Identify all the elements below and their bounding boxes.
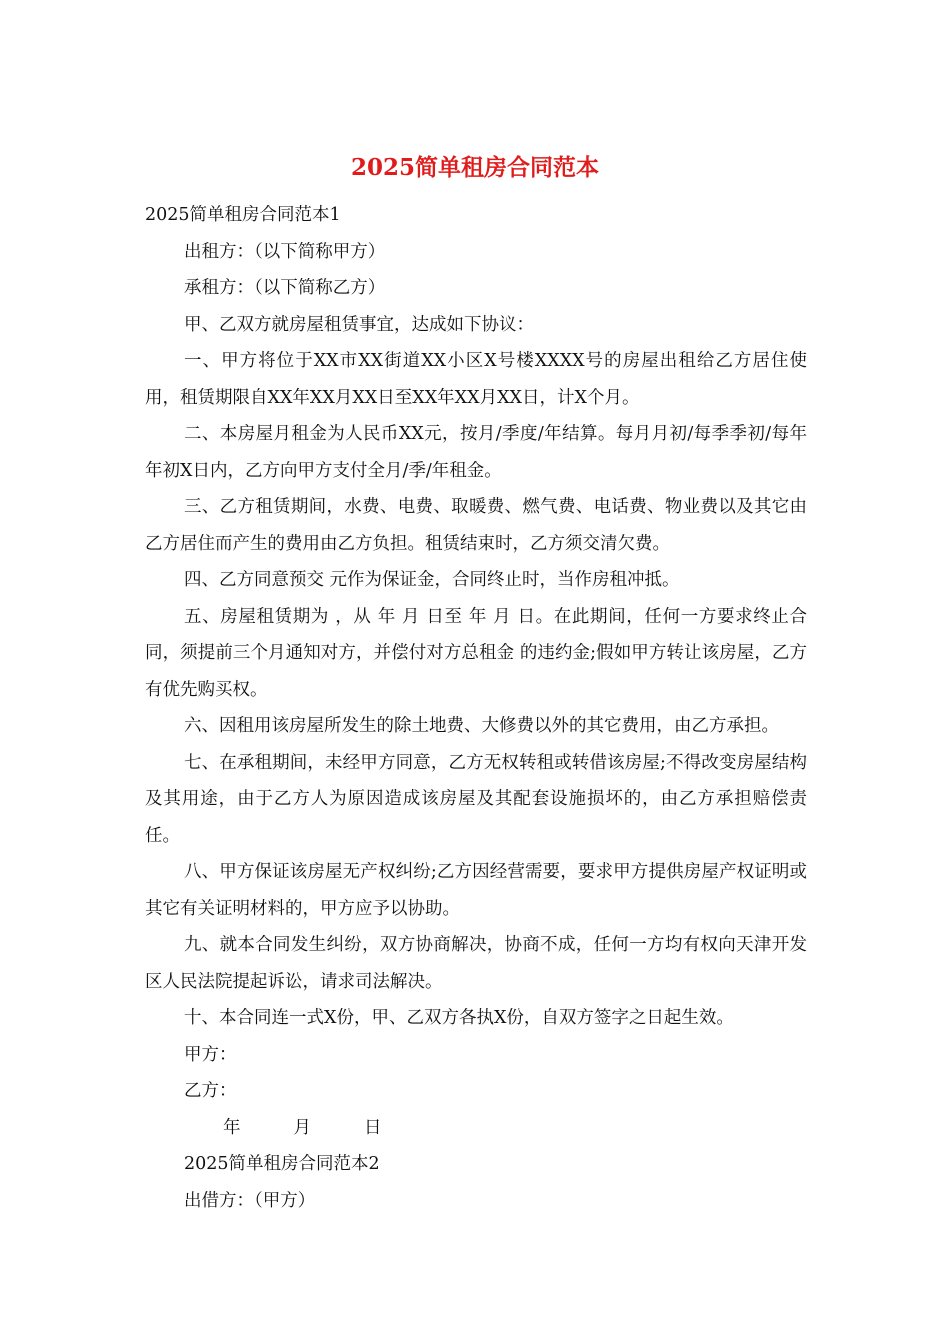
lender-line: 出借方：（甲方） — [184, 1190, 316, 1211]
clause-8: 八、甲方保证该房屋无产权纠纷;乙方因经营需要，要求甲方提供房屋产权证明或其它有关证明材料的，甲方应予以协助。 — [145, 862, 807, 919]
clause-2: 二、本房屋月租金为人民币XX元，按月/季度/年结算。每月月初/每季季初/每年年初X日内，乙方向甲方支付全月/季/年租金。 — [145, 424, 807, 481]
clause-7: 七、在承租期间，未经甲方同意，乙方无权转租或转借该房屋;不得改变房屋结构及其用途，由于乙方人为原因造成该房屋及其配套设施损坏的，由乙方承担赔偿责任。 — [145, 752, 807, 846]
clause-4: 四、乙方同意预交 元作为保证金，合同终止时，当作房租冲抵。 — [184, 570, 680, 590]
document-body — [145, 197, 807, 1219]
date-year-label: 年 — [223, 1117, 241, 1138]
lessor-line: 出租方：（以下简称甲方） — [184, 241, 386, 262]
date-month-label: 月 — [293, 1117, 311, 1138]
clause-1: 一、甲方将位于XX市XX街道XX小区X号楼XXXX号的房屋出租给乙方居住使用，租赁期限自XX年XX月XX日至XX年XX月XX日，计X个月。 — [145, 351, 807, 408]
contract-1-heading: 2025简单租房合同范本1 — [145, 205, 341, 225]
date-day-label: 日 — [364, 1117, 382, 1138]
signature-party-b: 乙方： — [184, 1081, 237, 1101]
clause-9: 九、就本合同发生纠纷，双方协商解决，协商不成，任何一方均有权向天津开发区人民法院提起诉讼，请求司法解决。 — [145, 935, 807, 992]
clause-5: 五、房屋租赁期为 ，从 年 月 日至 年 月 日。在此期间，任何一方要求终止合同，须提前三个月通知对方，并偿付对方总租金 的违约金;假如甲方转让该房屋，乙方有优先购买权。 — [145, 606, 807, 700]
contract-2-heading: 2025简单租房合同范本2 — [184, 1154, 380, 1174]
signature-party-a: 甲方： — [184, 1044, 237, 1065]
signature-date — [145, 1110, 807, 1147]
clause-6: 六、因租用该房屋所发生的除土地费、大修费以外的其它费用，由乙方承担。 — [184, 716, 779, 736]
agreement-intro: 甲、乙双方就房屋租赁事宜，达成如下协议： — [184, 314, 534, 335]
document-title: 2025简单租房合同范本 — [350, 154, 599, 181]
lessee-line: 承租方：（以下简称乙方） — [184, 278, 386, 298]
clause-10: 十、本合同连一式X份，甲、乙双方各执X份，自双方签字之日起生效。 — [184, 1008, 734, 1028]
clause-3: 三、乙方租赁期间，水费、电费、取暖费、燃气费、电话费、物业费以及其它由乙方居住而产生的费用由乙方负担。租赁结束时，乙方须交清欠费。 — [145, 497, 807, 554]
